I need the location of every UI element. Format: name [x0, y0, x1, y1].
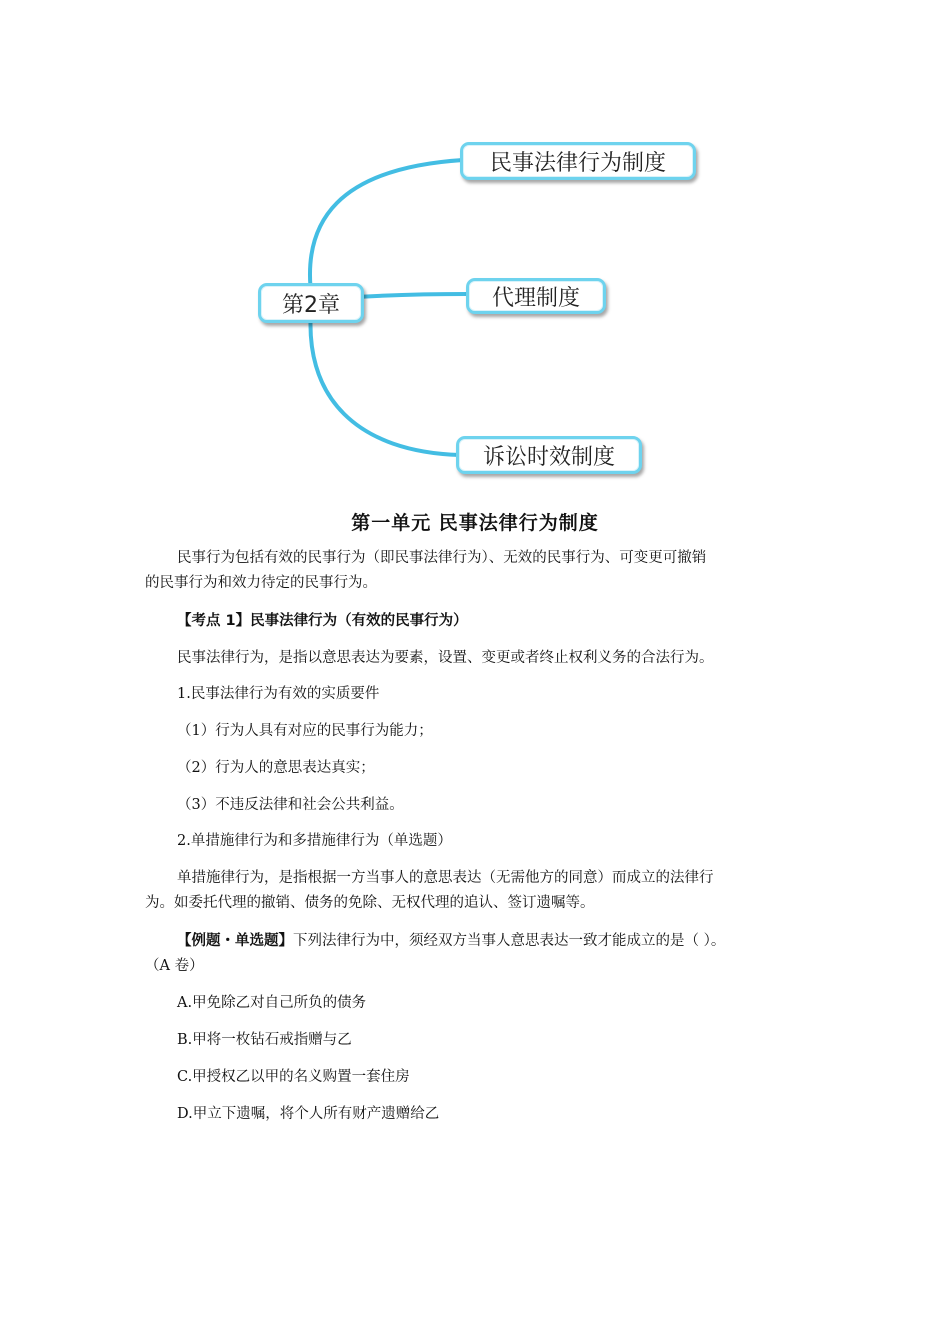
section-1-title: 1.民事法律行为有效的实质要件 — [177, 686, 380, 702]
intro-line-2: 的民事行为和效力待定的民事行为。 — [145, 575, 377, 591]
example-text: 下列法律行为中，须经双方当事人意思表达一致才能成立的是（ ）。 — [293, 933, 726, 949]
option-a: A.甲免除乙对自己所负的债务 — [177, 995, 367, 1011]
example-label: 【例题・单选题】 — [177, 933, 293, 949]
definition-text: 民事法律行为，是指以意思表达为要素，设置、变更或者终止权利义务的合法行为。 — [177, 650, 714, 666]
option-d: D.甲立下遗嘱，将个人所有财产遗赠给乙 — [177, 1106, 440, 1122]
connector-to-branch-3 — [310, 300, 460, 455]
mind-map-branch-1 — [460, 142, 696, 180]
single-act-line-1: 单措施律行为，是指根据一方当事人的意思表达（无需他方的同意）而成立的法律行 — [177, 870, 714, 886]
unit-title: 第一单元 民事法律行为制度 — [351, 512, 599, 534]
option-c: C.甲授权乙以甲的名义购置一套住房 — [177, 1069, 410, 1085]
connector-to-branch-1 — [310, 160, 463, 300]
example-source: （A 卷） — [145, 958, 204, 974]
example-question — [145, 929, 825, 954]
mind-map-root — [258, 283, 364, 323]
requirement-2: （2）行为人的意思表达真实； — [177, 760, 375, 776]
mind-map-branch-3 — [456, 436, 642, 474]
kaodian-title: 【考点 1】民事法律行为（有效的民事行为） — [177, 613, 468, 629]
mind-map-root-label: 第2章 — [282, 292, 340, 318]
option-b: B.甲将一枚钻石戒指赠与乙 — [177, 1032, 352, 1048]
mind-map-branch-label: 诉讼时效制度 — [482, 444, 615, 470]
requirement-1: （1）行为人具有对应的民事行为能力； — [177, 723, 433, 739]
mind-map-branch-2 — [466, 278, 606, 314]
mind-map-branch-label: 民事法律行为制度 — [489, 150, 666, 176]
requirement-3: （3）不违反法律和社会公共利益。 — [177, 797, 404, 813]
section-2-title: 2.单措施律行为和多措施律行为（单选题） — [177, 833, 452, 849]
mind-map-connectors — [0, 0, 950, 500]
mind-map-branch-label: 代理制度 — [491, 285, 580, 311]
single-act-line-2: 为。如委托代理的撤销、债务的免除、无权代理的追认、签订遗嘱等。 — [145, 895, 595, 911]
intro-line-1: 民事行为包括有效的民事行为（即民事法律行为）、无效的民事行为、可变更可撤销 — [177, 550, 707, 566]
mind-map — [0, 0, 950, 500]
